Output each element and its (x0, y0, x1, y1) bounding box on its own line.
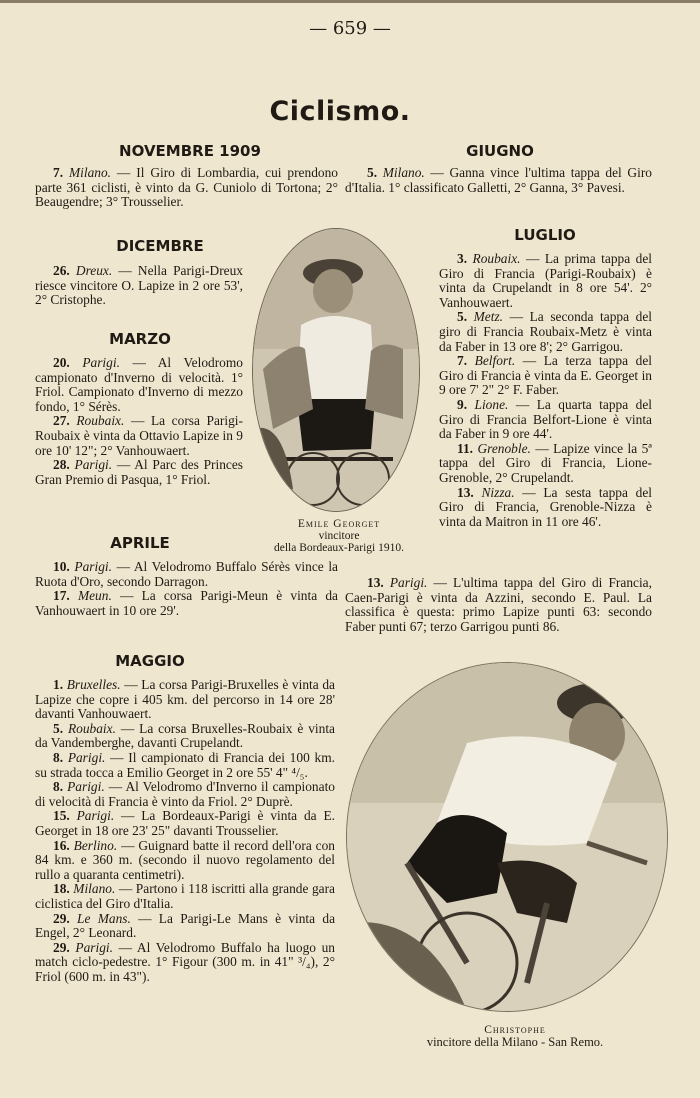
entry-aprile-17: 17. Meun. — La corsa Parigi-Meun è vinta da Vanhouwaert in 10 ore 29'. (35, 588, 338, 618)
caption-georget (248, 518, 430, 554)
page-title: Ciclismo. (269, 96, 411, 127)
entry-maggio-15: 15. Parigi. — La Bordeaux-Parigi è vinta da E. Georget in 18 ore 23' 25" davanti Trousselier. (35, 808, 335, 838)
caption-christophe-line2: vincitore della Milano - San Remo. (426, 1035, 604, 1049)
section-maggio (35, 678, 335, 984)
photo-georget (252, 228, 420, 512)
cyclist-riding-illustration (347, 663, 667, 1011)
entry-maggio-8a: 8. Parigi. — Il campionato di Francia dei 100 km. su strada tocca a Emilio Georget in 2 ore 55' 4" ⁴/₅. (35, 749, 335, 780)
section-dicembre (35, 264, 243, 308)
entry-luglio-3: 3. Roubaix. — La prima tappa del Giro di Francia (Parigi-Roubaix) è vinta da Crupelandt in 8 ore 54'. 2° Vanhouwaert. (439, 251, 652, 310)
section-giugno (345, 166, 652, 195)
entry-maggio-16: 16. Berlino. — Guignard batte il record dell'ora con 84 km. e 360 m. (secondo il nuovo regolamento del rullo a quaranta centimetri). (35, 837, 335, 882)
entry-luglio-5: 5. Metz. — La seconda tappa del giro di Francia Roubaix-Metz è vinta da Faber in 13 ore 8'; 2° Garrigou. (439, 309, 652, 354)
entry-maggio-29b: 29. Parigi. — Al Velodromo Buffalo ha luogo un match ciclo-pedestre. 1° Figour (300 m. in 41" ³/₄), 2° Friol (600 m. in 43"). (35, 939, 335, 984)
caption-georget-line2: vincitore (318, 530, 360, 542)
entry-giugno-5: 5. Milano. — Ganna vince l'ultima tappa del Giro d'Italia. 1° classificato Galletti, 2° Ganna, 3° Pavesi. (345, 165, 652, 195)
entry-luglio-13a: 13. Nizza. — La sesta tappa del Giro di Francia, Grenoble-Nizza è vinta da Maitron in 11 ore 46'. (439, 484, 652, 529)
entry-maggio-29a: 29. Le Mans. — La Parigi-Le Mans è vinta da Engel, 2° Leonard. (35, 910, 336, 941)
entry-maggio-18: 18. Milano. — Partono i 118 iscritti alla grande gara ciclistica del Giro d'Italia. (35, 881, 335, 911)
entry-maggio-8b: 8. Parigi. — Al Velodromo d'Inverno il campionato di velocità di Francia è vinto da Friol. 2° Duprè. (35, 779, 335, 809)
section-novembre (35, 166, 338, 210)
section-luglio-cont (345, 576, 652, 634)
caption-christophe (370, 1024, 660, 1048)
heading-maggio: MAGGIO (115, 652, 185, 670)
heading-dicembre: DICEMBRE (116, 237, 204, 255)
entry-luglio-13b: 13. Parigi. — L'ultima tappa del Giro di Francia, Caen-Parigi è vinta da Azzini, secondo E. Paul. La classifica è questa: primo Lapize punti 63: secondo Faber punti 67; terzo Garrigou punti 86. (345, 575, 652, 634)
entry-luglio-9: 9. Lione. — La quarta tappa del Giro di Francia Belfort-Lione è vinta da Faber in 9 ore 44'. (439, 396, 652, 442)
cyclist-portrait-illustration (253, 229, 419, 511)
caption-georget-line3: della Bordeaux-Parigi 1910. (274, 542, 404, 554)
page-top-rule (0, 0, 700, 3)
heading-giugno: GIUGNO (466, 142, 534, 160)
entry-maggio-1: 1. Bruxelles. — La corsa Parigi-Bruxelles è vinta da Lapize che copre i 405 km. del percorso in 14 ore 28' davanti Vanhouwaert. (35, 677, 335, 722)
section-marzo (35, 356, 243, 487)
entry-marzo-20: 20. Parigi. — Al Velodromo campionato d'Inverno di velocità. 1° Friol. Campionato d'Inverno di mezzo fondo, 1° Sérès. (35, 355, 243, 414)
heading-aprile: APRILE (110, 534, 170, 552)
entry-aprile-10: 10. Parigi. — Al Velodromo Buffalo Sérès vince la Ruota d'Oro, secondo Darragon. (35, 559, 339, 589)
section-luglio (439, 252, 652, 529)
entry-maggio-5: 5. Roubaix. — La corsa Bruxelles-Roubaix è vinta da Vandemberghe, davanti Crupelandt. (35, 720, 335, 751)
entry-luglio-11: 11. Grenoble. — Lapize vince la 5ª tappa del Giro di Francia, Lione-Grenoble, 2° Crupelandt. (439, 440, 652, 485)
heading-novembre: NOVEMBRE 1909 (119, 142, 261, 160)
caption-georget-name: Emile Georget (297, 518, 381, 530)
heading-luglio: LUGLIO (514, 226, 576, 244)
photo-christophe (346, 662, 668, 1012)
entry-marzo-28: 28. Parigi. — Al Parc des Princes Gran Premio di Pasqua, 1° Friol. (35, 457, 243, 487)
section-aprile (35, 560, 338, 618)
page-number: — 659 — (309, 18, 391, 39)
entry-luglio-7: 7. Belfort. — La terza tappa del Giro di Francia è vinta da E. Georget in 9 ore 7' 2" 2° F. Faber. (439, 353, 652, 398)
entry-marzo-27: 27. Roubaix. — La corsa Parigi-Roubaix è vinta da Ottavio Lapize in 9 ore 10' 12"; 2° Vanhouwaert. (35, 413, 243, 458)
caption-christophe-name: Christophe (484, 1024, 546, 1036)
entry-dicembre-26: 26. Dreux. — Nella Parigi-Dreux riesce vincitore O. Lapize in 2 ore 53', 2° Cristophe. (35, 263, 243, 308)
entry-novembre-7: 7. Milano. — Il Giro di Lombardia, cui prendono parte 361 ciclisti, è vinto da G. Cuniolo di Tortona; 2° Beaugendre; 3° Trousselier. (35, 165, 338, 210)
heading-marzo: MARZO (109, 330, 171, 348)
